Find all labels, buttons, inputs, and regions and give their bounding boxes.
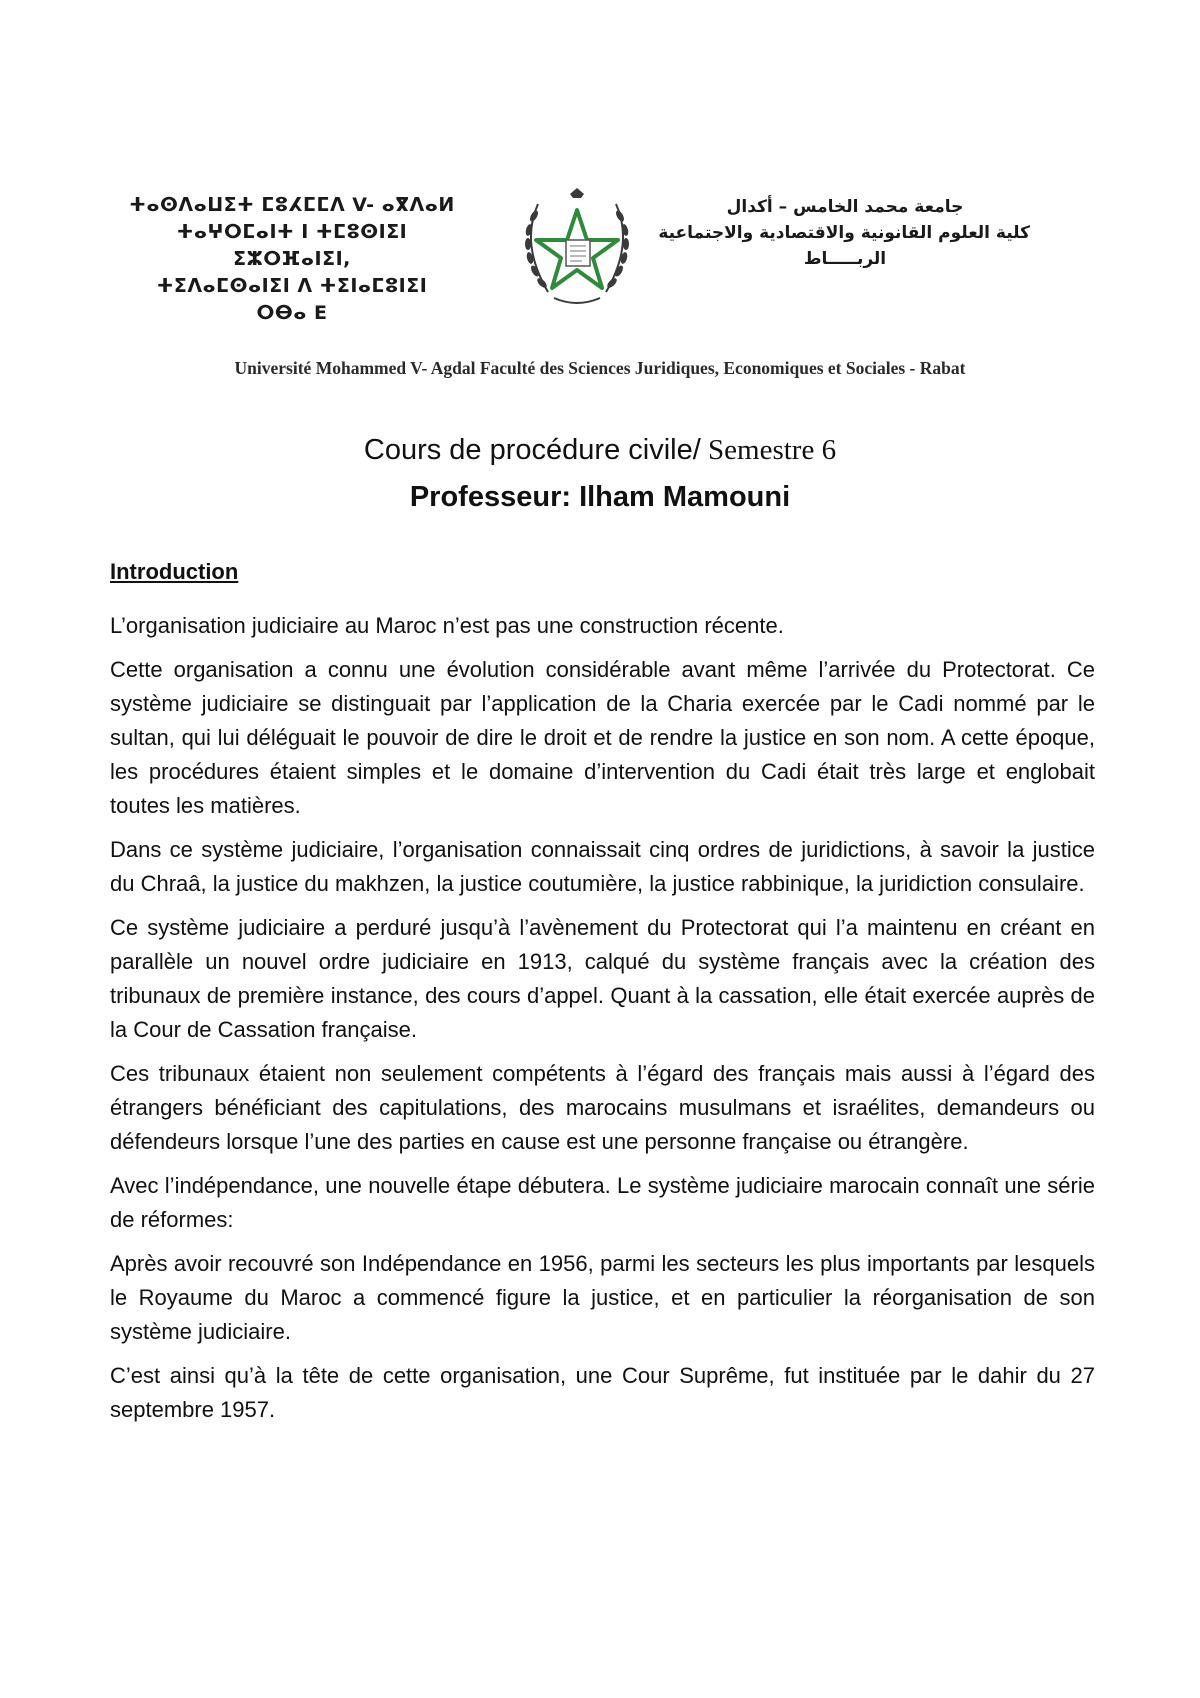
tifinagh-line: ⵜⴰⵙⴷⴰⵡⵉⵜ ⵎⵓⵃⵎⵎⴷ V- ⴰⴳⴷⴰⵍ [129, 194, 455, 216]
course-title-semester: Semestre 6 [700, 434, 837, 466]
tifinagh-line: ⵜⵉⴷⴰⵎⵙⴰⵏⵉⵏ ⴷ ⵜⵉⵏⴰⵎⵓⵏⵉⵏ [156, 275, 428, 297]
arabic-university-name [660, 194, 1030, 272]
paragraph: Ce système judiciaire a perduré jusqu’à l’avènement du Protectorat qui l’a maintenu en créant en parallèle un nouvel ordre judiciaire en 1913, calqué du système français avec la création des tribunaux de première instance, des cours d’appel. Quant à la cassation, elle était exercée auprès de la Cour de Cassation française. [110, 915, 1095, 1042]
tifinagh-line: ⵔⴱⴰ E [256, 302, 328, 324]
tifinagh-line: ⵉⵣⵔⴼⴰⵏⵉⵏ, [233, 248, 351, 270]
arabic-line: كلية العلوم القانونية والاقتصادية والاجتماعية [658, 223, 1030, 243]
university-emblem-icon [508, 184, 646, 312]
section-heading: Introduction [110, 559, 239, 584]
paragraph: Après avoir recouvré son Indépendance en 1956, parmi les secteurs les plus importants par lesquels le Royaume du Maroc a commencé figure la justice, et en particulier la réorganisation de son système judiciaire. [110, 1251, 1095, 1344]
tifinagh-university-name [122, 192, 462, 327]
course-title [0, 430, 1200, 470]
document-body [110, 555, 1095, 1437]
paragraph: Dans ce système judiciaire, l’organisation connaissait cinq ordres de juridictions, à savoir la justice du Chraâ, la justice du makhzen, la justice coutumière, la justice rabbinique, la juridiction consulaire. [110, 837, 1095, 896]
paragraph: C’est ainsi qu’à la tête de cette organisation, une Cour Suprême, fut instituée par le dahir du 27 septembre 1957. [110, 1363, 1095, 1422]
arabic-line: جامعة محمد الخامس – أكدال [726, 197, 964, 217]
paragraph: Ces tribunaux étaient non seulement compétents à l’égard des français mais aussi à l’égard des étrangers bénéficiant des capitulations, des marocains musulmans et israélites, demandeurs ou défendeurs lorsque l’une des parties en cause est une personne française ou étrangère. [110, 1061, 1095, 1154]
tifinagh-line: ⵜⴰⵖⵔⵎⴰⵏⵜ ⵏ ⵜⵎⵓⵙⵏⵉⵏ [176, 221, 408, 243]
paragraph: Cette organisation a connu une évolution considérable avant même l’arrivée du Protectorat. Ce système judiciaire se distinguait par l’application de la Charia exercée par le Cadi nommé par le sultan, qui lui déléguait le pouvoir de dire le droit et de rendre la justice en son nom. A cette époque, les procédures étaient simples et le domaine d’intervention du Cadi était très large et englobait toutes les matières. [110, 657, 1095, 818]
paragraph: Avec l’indépendance, une nouvelle étape débutera. Le système judiciaire marocain connaît une série de réformes: [110, 1173, 1095, 1232]
professor-name: Professeur: Ilham Mamouni [409, 481, 791, 513]
course-title-main: Cours de procédure civile/ [363, 434, 701, 466]
university-faculty-line: Université Mohammed V- Agdal Faculté des Sciences Juridiques, Economiques et Sociales - Rabat [234, 358, 966, 378]
arabic-line: الربـــــاط [803, 249, 887, 269]
paragraph: L’organisation judiciaire au Maroc n’est pas une construction récente. [110, 613, 784, 638]
